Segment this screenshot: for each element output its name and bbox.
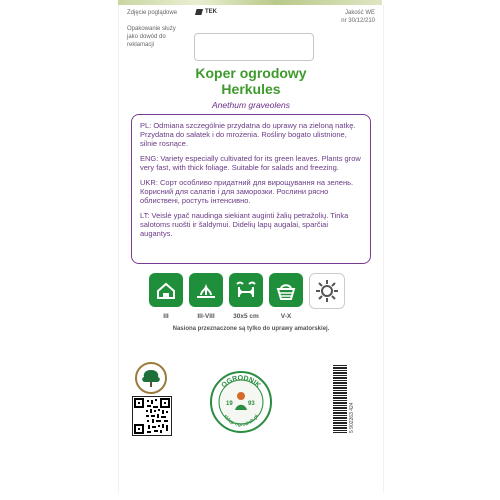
barcode-lines: [333, 365, 347, 433]
outdoor-sowing-icon: [189, 273, 223, 307]
brand-name: OGRODNIK: [220, 374, 262, 390]
brand-site: sklep-ogrodnik.pl: [221, 413, 261, 429]
description-pl: PL: Odmiana szczególnie przydatna do uprawy na zieloną natkę. Przydatna do sałatek i do mrożenia. Rośliny bogato ulistnione, silnie rosnące.: [140, 121, 356, 148]
usage-note: Nasiona przeznaczone są tylko do uprawy amatorskiej.: [172, 326, 330, 332]
cultivation-labels: [149, 313, 359, 320]
spacing-icon: [229, 273, 263, 307]
tek-icon: [195, 9, 203, 15]
quality-info: [305, 9, 375, 25]
greenhouse-sowing-icon: [149, 273, 183, 307]
barcode: [333, 365, 355, 433]
description-ukr: UKR: Сорт особливо придатний для вирощування на зелень. Корисний для салатів і для заморозки. Рослини рясно облиствені, ростуть інтенсивно.: [140, 178, 354, 205]
quality-number: nr 30/12/210: [341, 18, 375, 24]
photo-note: Zdjęcie poglądowe: [127, 10, 178, 16]
latin-name: Anethum graveolens: [212, 100, 290, 110]
brand-year-left: 19: [226, 401, 233, 407]
label-harvest: V-X: [280, 313, 292, 320]
sun-icon: [309, 273, 345, 309]
cultivation-icons: [149, 273, 359, 309]
tree-certification-logo: [134, 361, 168, 395]
qr-code: [132, 396, 172, 436]
product-title-line1: Koper ogrodowy: [195, 65, 307, 81]
harvest-basket-icon: [269, 273, 303, 307]
product-title: [119, 65, 383, 97]
tek-badge: [195, 9, 217, 15]
brand-year-right: 93: [248, 401, 255, 407]
seed-packet: [118, 5, 384, 493]
ogrodnik-logo: [209, 370, 273, 434]
label-spacing: 30x5 cm: [233, 313, 259, 320]
barcode-digits: 5 902263 424: [349, 402, 355, 433]
label-greenhouse: III: [163, 313, 169, 320]
description-lt: LT: Veislė ypač naudinga siekiant auginti žalių petražolių. Tinka salotoms ruošti ir šaldymui. Didelių lapų augalai, sparčiai augantys.: [140, 211, 349, 238]
quality-label: Jakość WE: [344, 10, 375, 16]
label-outdoor: III-VIII: [197, 313, 215, 320]
label-sun: [309, 313, 343, 320]
product-title-line2: Herkules: [221, 81, 281, 97]
complaint-note: Opakowanie służy jako dowód do reklamacji: [127, 26, 176, 48]
packet-window: [194, 33, 314, 61]
tek-text: TEK: [205, 9, 217, 15]
description-eng: ENG: Variety especially cultivated for its green leaves. Plants grow very fast, with thick foliage. Suitable for salads and freezing.: [140, 154, 361, 172]
description-box: [131, 114, 371, 264]
